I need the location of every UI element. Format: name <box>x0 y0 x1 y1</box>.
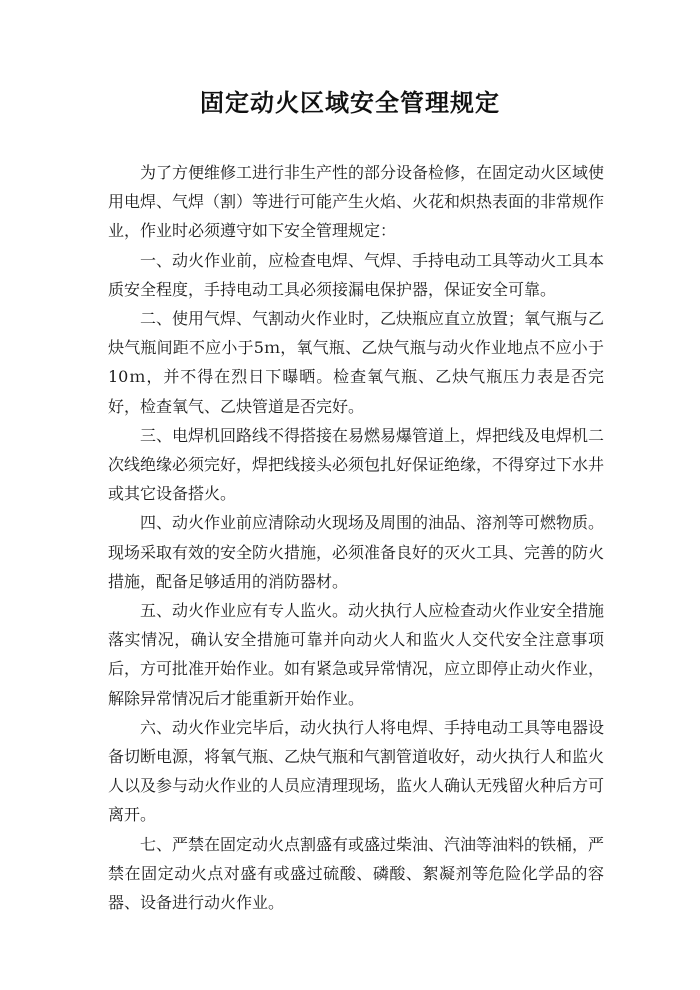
intro-paragraph: 为了方便维修工进行非生产性的部分设备检修，在固定动火区域使用电焊、气焊（割）等进行可能产生火焰、火花和炽热表面的非常规作业，作业时必须遵守如下安全管理规定： <box>108 163 605 241</box>
rule-paragraph-1: 一、动火作业前，应检查电焊、气焊、手持电动工具等动火工具本质安全程度，手持电动工具必须接漏电保护器，保证安全可靠。 <box>108 250 605 299</box>
rule-paragraph-6: 六、动火作业完毕后，动火执行人将电焊、手持电动工具等电器设备切断电源，将氧气瓶、乙炔气瓶和气割管道收好，动火执行人和监火人以及参与动火作业的人员应清理现场，监火人确认无残留火种后方可离开。 <box>108 717 605 825</box>
document-title: 固定动火区域安全管理规定 <box>200 89 500 117</box>
rule-paragraph-5: 五、动火作业应有专人监火。动火执行人应检查动火作业安全措施落实情况，确认安全措施可靠并向动火人和监火人交代安全注意事项后，方可批准开始作业。如有紧急或异常情况，应立即停止动火作业，解除异常情况后才能重新开始作业。 <box>108 601 605 708</box>
document-body <box>108 158 604 917</box>
rule-paragraph-2: 二、使用气焊、气割动火作业时，乙炔瓶应直立放置；氧气瓶与乙炔气瓶间距不应小于5ｍ，氧气瓶、乙炔气瓶与动火作业地点不应小于10ｍ，并不得在烈日下曝晒。检查氧气瓶、乙炔气瓶压力表是否完好，检查氧气、乙炔管道是否完好。 <box>108 309 605 416</box>
rule-paragraph-7: 七、严禁在固定动火点割盛有或盛过柴油、汽油等油料的铁桶，严禁在固定动火点对盛有或盛过硫酸、磷酸、絮凝剂等危险化学品的容器、设备进行动火作业。 <box>108 834 605 913</box>
rule-paragraph-4: 四、动火作业前应清除动火现场及周围的油品、溶剂等可燃物质。现场采取有效的安全防火措施，必须准备良好的灭火工具、完善的防火措施，配备足够适用的消防器材。 <box>108 513 605 591</box>
rule-paragraph-3: 三、电焊机回路线不得搭接在易燃易爆管道上，焊把线及电焊机二次线绝缘必须完好，焊把线接头必须包扎好保证绝缘，不得穿过下水井或其它设备搭火。 <box>108 425 605 504</box>
